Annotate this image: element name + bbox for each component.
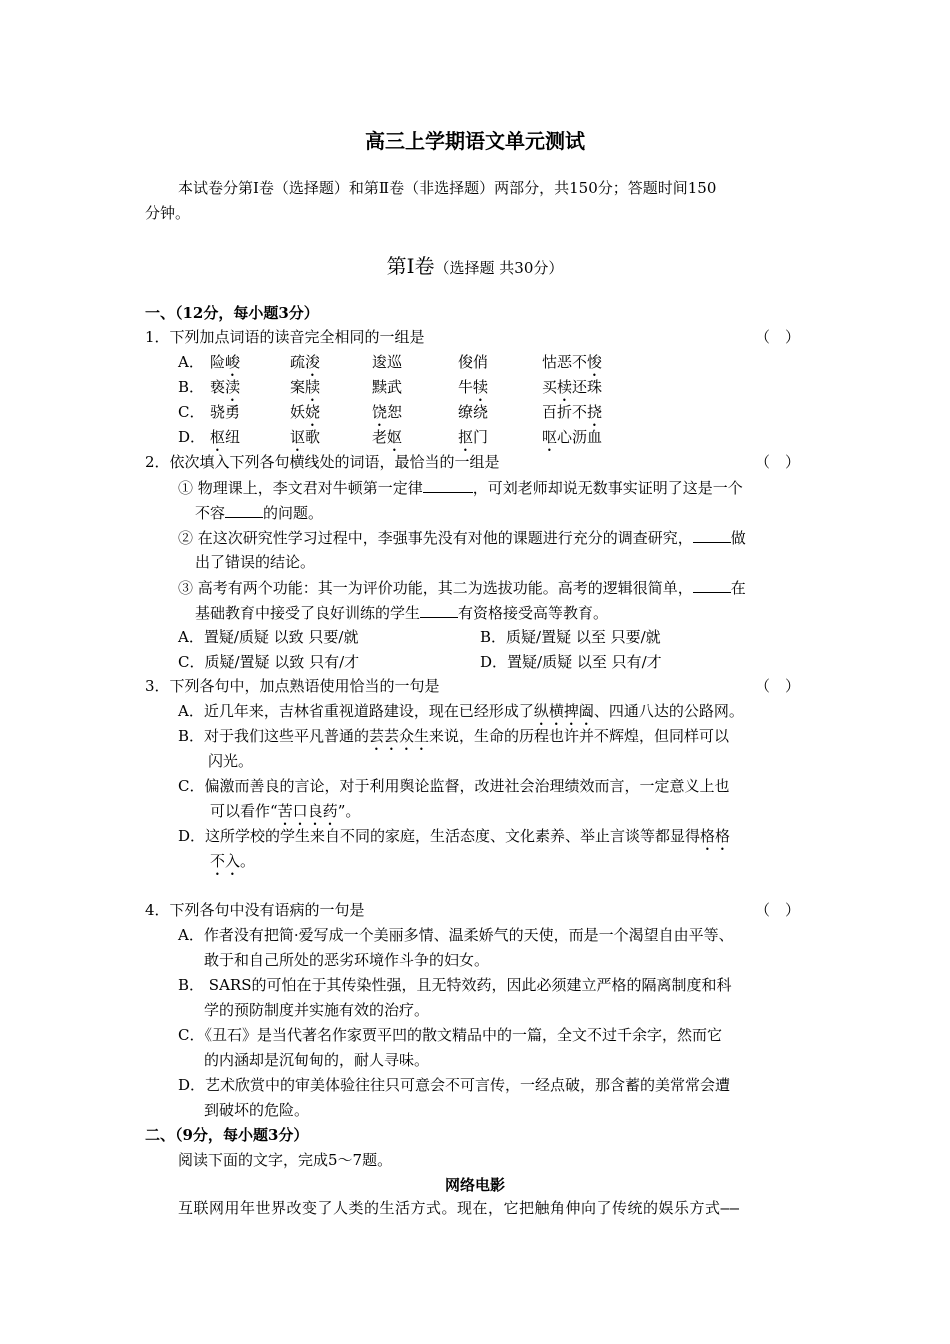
word-part: 黩 [372, 378, 388, 396]
article-title: 网络电影 [444, 1176, 505, 1194]
dotted-char: 挠 [587, 403, 603, 421]
dotted-char: 讴 [290, 428, 306, 446]
word-part: 勇 [225, 403, 241, 421]
word-part: 疏 [290, 353, 306, 371]
text: 不容 [195, 504, 226, 522]
section-two-heading: 二、（9分，每小题3分） [145, 1126, 309, 1144]
section-one-heading: 一、（12分，每小题3分） [145, 304, 319, 322]
question-1-word [210, 377, 240, 405]
word-part: 缭 [458, 403, 474, 421]
question-2-sentence-2-cont: 出了错误的结论。 [195, 553, 316, 571]
word-part: 俊 [458, 353, 474, 371]
question-1-option-label: D． [178, 428, 206, 446]
question-1-word [542, 377, 602, 405]
dotted-char: 渎 [225, 378, 241, 396]
word-part: 老 [372, 428, 388, 446]
dotted-idiom: 不入 [210, 852, 241, 870]
question-1-option-label: B． [178, 378, 205, 396]
part-one-title: 第Ⅰ卷 [386, 254, 435, 278]
text: ”。 [337, 802, 361, 820]
word-part: 案 [290, 378, 306, 396]
question-3-option-d [178, 826, 730, 854]
word-part: 俏 [473, 353, 489, 371]
blank [693, 527, 731, 543]
part-one-subtitle: （选择题 共30分） [434, 259, 564, 277]
intro-line-1: 本试卷分第Ⅰ卷（选择题）和第Ⅱ卷（非选择题）两部分，共150分；答题时间150 [178, 179, 717, 197]
dotted-char: 牍 [305, 378, 321, 396]
question-1-word [372, 377, 402, 405]
question-2-answer-paren: （ ） [755, 453, 801, 471]
blank [423, 477, 473, 493]
question-3-option-a [178, 701, 744, 729]
question-4-option-a-cont: 敢于和自己所处的恶劣环境作斗争的妇女。 [204, 951, 490, 969]
question-2-option-b: B．质疑/置疑 以至 只要/就 [480, 628, 661, 646]
word-part: 巡 [387, 353, 403, 371]
question-1-word [458, 352, 488, 380]
dotted-char: 椟 [557, 378, 573, 396]
question-4-option-c-cont: 的内涵却是沉甸甸的，耐人寻味。 [204, 1051, 430, 1069]
question-1-word [372, 402, 402, 430]
text: ③ 高考有两个功能：其一为评价功能，其二为选拔功能。高考的逻辑很简单， [178, 579, 693, 597]
dotted-char: 浚 [305, 353, 321, 371]
article-line-1: 互联网用年世界改变了人类的生活方式。现在，它把触角伸向了传统的娱乐方式—— [178, 1199, 740, 1217]
dotted-char: 饶 [372, 403, 388, 421]
word-part: 骁 [210, 403, 226, 421]
question-1-option-label: A． [178, 353, 204, 371]
question-3-stem: 3．下列各句中，加点熟语使用恰当的一句是 [145, 677, 440, 695]
question-2-sentence-1 [178, 477, 743, 498]
question-4-option-b: B． SARS的可怕在于其传染性强，且无特效药，因此必须建立严格的隔离制度和科 [178, 976, 732, 994]
word-part: 武 [387, 378, 403, 396]
question-4-answer-paren: （ ） [755, 901, 801, 919]
question-1-word [210, 427, 240, 455]
text: 在 [730, 579, 746, 597]
text: A．近几年来，吉林省重视道路建设，现在已经形成了 [178, 702, 534, 720]
word-part: 心沥血 [557, 428, 603, 446]
word-part: 险 [210, 353, 226, 371]
dotted-char: 悛 [587, 353, 603, 371]
dotted-char: 犊 [473, 378, 489, 396]
question-1-word [290, 427, 320, 455]
question-1-word [458, 402, 488, 430]
question-1-word [210, 402, 240, 430]
question-1-word [372, 427, 402, 455]
dotted-idiom: 苦口良药 [277, 802, 338, 820]
question-2-stem: 2．依次填入下列各句横线处的词语，最恰当的一组是 [145, 453, 500, 471]
question-4-option-a: A．作者没有把简·爱写成一个美丽多情、温柔娇气的天使，而是一个渴望自由平等、 [178, 926, 734, 944]
question-1-word [542, 402, 602, 430]
dotted-char: 峻 [225, 353, 241, 371]
text: 基础教育中接受了良好训练的学生 [195, 604, 421, 622]
word-part: 亵 [210, 378, 226, 396]
page-title: 高三上学期语文单元测试 [365, 129, 585, 153]
question-2-sentence-3-cont [195, 602, 608, 623]
question-2-sentence-2 [178, 527, 746, 548]
word-part: 妖 [290, 403, 306, 421]
question-4-option-b-cont: 学的预防制度并实施有效的治疗。 [204, 1001, 430, 1019]
question-2-sentence-3 [178, 577, 746, 598]
question-1-option-label: C． [178, 403, 205, 421]
question-1-answer-paren: （ ） [755, 328, 801, 346]
word-part: 买 [542, 378, 558, 396]
question-4-stem: 4．下列各句中没有语病的一句是 [145, 901, 365, 919]
question-1-stem: 1．下列加点词语的读音完全相同的一组是 [145, 328, 425, 346]
text: 。 [240, 852, 256, 870]
word-part: 逡 [372, 353, 388, 371]
text: ，可刘老师却说无数事实证明了这是一个 [472, 479, 743, 497]
question-1-word [290, 377, 320, 405]
text: ① 物理课上，李文君对牛顿第一定律 [178, 479, 423, 497]
question-1-word [458, 427, 488, 455]
text: D．这所学校的学生来自不同的家庭，生活态度、文化素养、举止言谈等都显得 [178, 827, 701, 845]
question-3-answer-paren: （ ） [755, 677, 801, 695]
question-3-option-b [178, 726, 729, 754]
dotted-char: 枢 [210, 428, 226, 446]
blank [420, 602, 458, 618]
word-part: 牛 [458, 378, 474, 396]
dotted-char: 妪 [387, 428, 403, 446]
word-part: 还珠 [572, 378, 603, 396]
reading-instruction: 阅读下面的文字，完成5～7题。 [178, 1151, 393, 1169]
part-one-heading [0, 250, 950, 279]
word-part: 怙恶不 [542, 353, 588, 371]
question-1-word [458, 377, 488, 405]
blank [225, 502, 263, 518]
intro-line-2: 分钟。 [145, 204, 191, 222]
question-1-word [290, 352, 320, 380]
question-3-option-b-cont: 闪光。 [208, 752, 254, 770]
question-2-option-d: D．置疑/质疑 以至 只有/才 [480, 653, 662, 671]
text: ② 在这次研究性学习过程中，李强事先没有对他的课题进行充分的调查研究， [178, 529, 693, 547]
question-3-option-c-cont [210, 801, 360, 829]
question-2-option-a: A．置疑/质疑 以致 只要/就 [178, 628, 359, 646]
dotted-char: 呕 [542, 428, 558, 446]
question-2-sentence-1-cont [195, 502, 323, 523]
text: B．对于我们这些平凡普通的 [178, 727, 370, 745]
question-3-option-d-cont [210, 851, 255, 879]
text: 来说，生命的历程也许并不辉煌，但同样可以 [429, 727, 730, 745]
dotted-idiom: 芸芸众生 [369, 727, 430, 745]
word-part: 绕 [473, 403, 489, 421]
question-4-option-c: C．《丑石》是当代著名作家贾平凹的散文精品中的一篇，全文不过千余字，然而它 [178, 1026, 722, 1044]
question-2-option-c: C．质疑/置疑 以致 只有/才 [178, 653, 360, 671]
question-4-option-d-cont: 到破坏的危险。 [204, 1101, 310, 1119]
word-part: 恕 [387, 403, 403, 421]
dotted-idiom: 格格 [700, 827, 731, 845]
blank [693, 577, 731, 593]
dotted-char: 抠 [458, 428, 474, 446]
word-part: 百折不 [542, 403, 588, 421]
dotted-char: 娆 [305, 403, 321, 421]
question-4-option-d: D．艺术欣赏中的审美体验往往只可意会不可言传，一经点破，那含蓄的美常常会遭 [178, 1076, 731, 1094]
question-1-word [372, 352, 402, 380]
text: 、四通八达的公路网。 [593, 702, 744, 720]
text: 可以看作“ [210, 802, 278, 820]
text: 有资格接受高等教育。 [458, 604, 609, 622]
question-1-word [210, 352, 240, 380]
word-part: 纽 [225, 428, 241, 446]
question-3-option-c: C．偏激而善良的言论，对于利用舆论监督，改进社会治理绩效而言，一定意义上也 [178, 777, 730, 795]
dotted-idiom: 纵横捭阖 [533, 702, 594, 720]
text: 做 [730, 529, 746, 547]
word-part: 门 [473, 428, 489, 446]
text: 的问题。 [263, 504, 324, 522]
word-part: 歌 [305, 428, 321, 446]
question-1-word [290, 402, 320, 430]
question-1-word [542, 352, 602, 380]
question-1-word [542, 427, 602, 455]
